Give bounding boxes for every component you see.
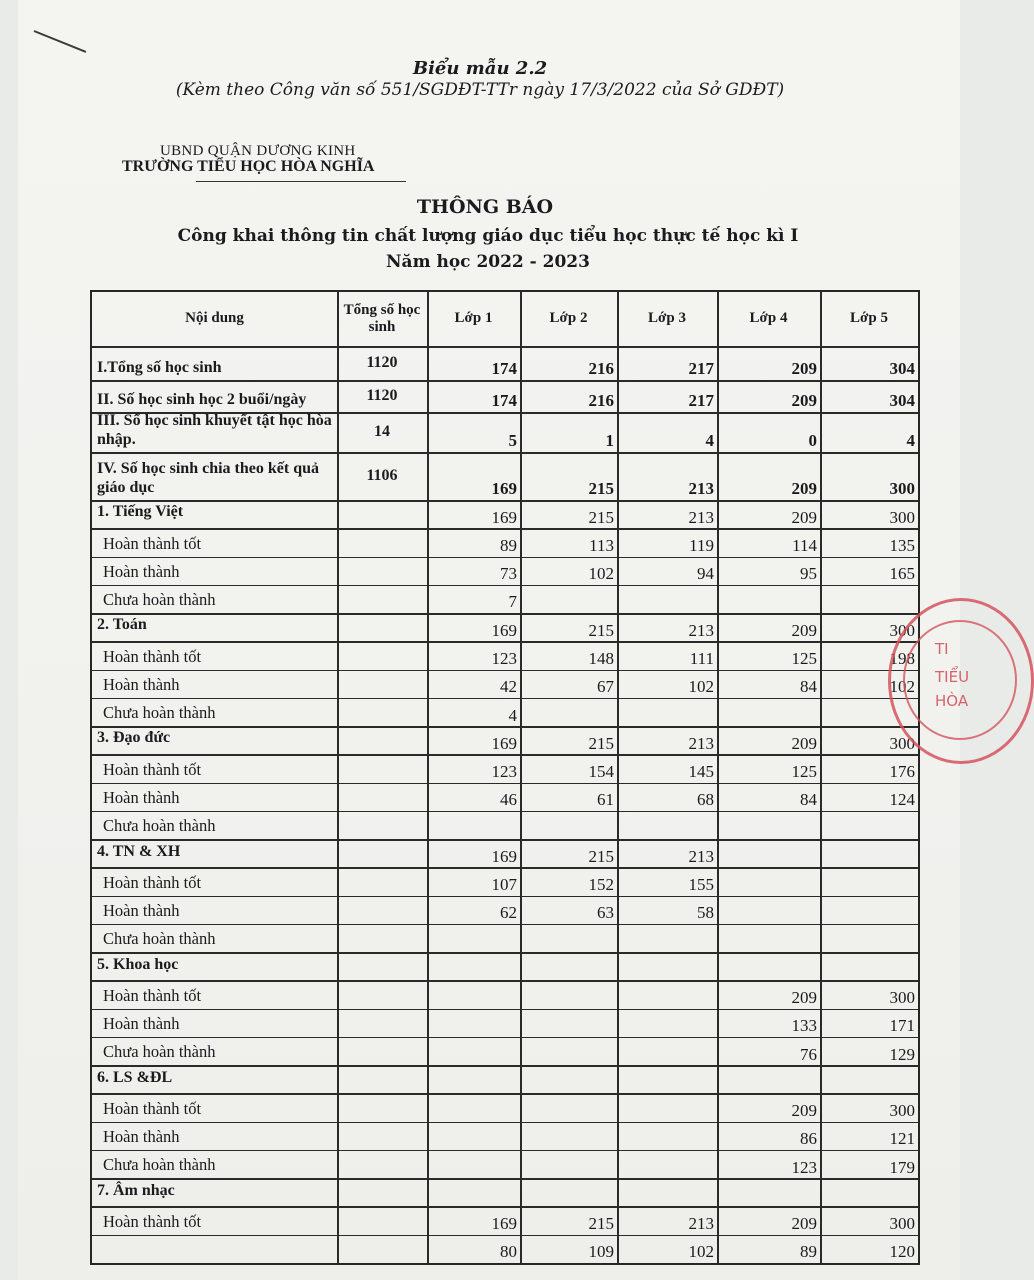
- grade-value-cell: [717, 1065, 820, 1093]
- grade-value-cell: [717, 698, 820, 726]
- grade-value-cell: [427, 1150, 520, 1178]
- row-label: Chưa hoàn thành: [103, 1042, 216, 1062]
- grade-value-cell: [617, 1037, 717, 1065]
- grade-value-cell: [717, 839, 820, 867]
- grade-value-cell: 67: [597, 677, 614, 697]
- total-cell: [337, 557, 427, 585]
- grade-value-cell: 102: [889, 677, 915, 697]
- row-label: [92, 1235, 337, 1263]
- seal-text: HÒA: [935, 692, 969, 710]
- row-label: Hoàn thành tốt: [103, 1098, 202, 1118]
- grade-value-cell: 120: [889, 1242, 915, 1262]
- grade-value-cell: 209: [791, 733, 817, 753]
- grade-value-cell: 300: [889, 733, 915, 753]
- grade-value-cell: [427, 811, 520, 839]
- column-header: Tổng số học sinh: [343, 301, 421, 335]
- total-cell: [337, 1009, 427, 1037]
- total-cell: [337, 783, 427, 811]
- row-label: Hoàn thành: [103, 787, 180, 807]
- row-label: III. Số học sinh khuyết tật học hòa nhập.: [97, 412, 332, 448]
- column-header: Lớp 3: [648, 310, 686, 327]
- total-cell: [337, 980, 427, 1008]
- grade-value-cell: 135: [889, 535, 915, 555]
- grade-value-cell: [520, 698, 617, 726]
- grade-value-cell: 61: [597, 790, 614, 810]
- grade-value-cell: 169: [491, 507, 517, 527]
- grade-value-cell: [617, 1065, 717, 1093]
- grade-value-cell: 217: [688, 391, 714, 411]
- column-header: Lớp 4: [749, 310, 788, 327]
- grade-value-cell: 213: [688, 733, 714, 753]
- grade-value-cell: 215: [588, 507, 614, 527]
- total-cell: [337, 726, 427, 754]
- row-label: Hoàn thành tốt: [103, 646, 202, 666]
- grade-value-cell: 95: [800, 564, 817, 584]
- school-year: Năm học 2022 - 2023: [386, 252, 590, 272]
- grade-value-cell: 209: [791, 359, 817, 379]
- grade-value-cell: [427, 1093, 520, 1121]
- grade-value-cell: [520, 1065, 617, 1093]
- total-cell: [337, 613, 427, 641]
- total-cell: [337, 670, 427, 698]
- row-label: Chưa hoàn thành: [103, 703, 216, 723]
- total-cell: [337, 698, 427, 726]
- grade-value-cell: 169: [491, 620, 517, 640]
- grade-value-cell: 213: [688, 846, 714, 866]
- school-name: TRƯỜNG TIỂU HỌC HÒA NGHĨA: [122, 158, 375, 175]
- grade-value-cell: [617, 952, 717, 980]
- row-label: Hoàn thành: [103, 900, 180, 920]
- grade-value-cell: [717, 896, 820, 924]
- grade-value-cell: 209: [791, 507, 817, 527]
- grade-value-cell: [617, 698, 717, 726]
- grade-value-cell: [617, 1178, 717, 1206]
- total-cell: [337, 867, 427, 895]
- grade-value-cell: [820, 1065, 918, 1093]
- grade-value-cell: 304: [889, 391, 915, 411]
- grade-value-cell: 209: [791, 1101, 817, 1121]
- grade-value-cell: [617, 1093, 717, 1121]
- grade-value-cell: [820, 896, 918, 924]
- grade-value-cell: 209: [791, 620, 817, 640]
- total-cell: [337, 754, 427, 782]
- total-cell: [337, 1122, 427, 1150]
- total-cell: [337, 1093, 427, 1121]
- total-cell: 1120: [366, 386, 398, 404]
- grade-value-cell: [520, 811, 617, 839]
- total-cell: 1120: [366, 353, 398, 371]
- grade-value-cell: 213: [688, 620, 714, 640]
- grade-value-cell: 217: [688, 359, 714, 379]
- total-cell: [337, 952, 427, 980]
- column-header: Nội dung: [185, 310, 244, 327]
- reference-line: (Kèm theo Công văn số 551/SGDĐT-TTr ngày 17/3/2022 của Sở GDĐT): [175, 80, 785, 100]
- grade-value-cell: 102: [688, 677, 714, 697]
- seal-text: TI: [935, 640, 949, 658]
- row-label: Hoàn thành: [103, 561, 180, 581]
- grade-value-cell: 300: [889, 620, 915, 640]
- row-label: 2. Toán: [97, 616, 147, 634]
- grade-value-cell: 152: [588, 875, 614, 895]
- grade-value-cell: 300: [889, 479, 915, 499]
- grade-value-cell: [820, 867, 918, 895]
- grade-value-cell: [820, 1178, 918, 1206]
- grade-value-cell: [520, 980, 617, 1008]
- grade-value-cell: 169: [491, 846, 517, 866]
- grade-value-cell: 215: [588, 733, 614, 753]
- form-number: Biểu mẫu 2.2: [412, 58, 548, 79]
- row-label: Hoàn thành tốt: [103, 872, 202, 892]
- grade-value-cell: 209: [791, 988, 817, 1008]
- grade-value-cell: [427, 924, 520, 952]
- row-label: Chưa hoàn thành: [103, 929, 216, 949]
- grade-value-cell: 304: [889, 359, 915, 379]
- grade-value-cell: [617, 811, 717, 839]
- grade-value-cell: [717, 1178, 820, 1206]
- row-label: IV. Số học sinh chia theo kết quả giáo dục: [97, 460, 319, 496]
- grade-value-cell: [520, 1178, 617, 1206]
- total-cell: [337, 1150, 427, 1178]
- grade-value-cell: [427, 952, 520, 980]
- grade-value-cell: 123: [491, 648, 517, 668]
- grade-value-cell: 198: [889, 648, 915, 668]
- grade-value-cell: 174: [491, 391, 517, 411]
- grade-value-cell: 7: [508, 592, 517, 612]
- grade-value-cell: 123: [791, 1157, 817, 1177]
- grade-value-cell: [820, 811, 918, 839]
- total-cell: 14: [374, 422, 390, 440]
- row-label: Hoàn thành: [103, 1013, 180, 1033]
- grade-value-cell: [820, 924, 918, 952]
- grade-value-cell: [520, 1122, 617, 1150]
- grade-value-cell: 89: [800, 1242, 817, 1262]
- total-cell: [337, 811, 427, 839]
- row-label: 7. Âm nhạc: [97, 1181, 175, 1199]
- column-header: Lớp 2: [549, 310, 588, 327]
- seal-text: TIỂU: [935, 668, 970, 686]
- grade-value-cell: [427, 1178, 520, 1206]
- row-label: 1. Tiếng Việt: [97, 503, 184, 521]
- grade-value-cell: 300: [889, 1101, 915, 1121]
- grade-value-cell: 46: [500, 790, 517, 810]
- grade-value-cell: 154: [588, 762, 614, 782]
- grade-value-cell: [617, 585, 717, 613]
- grade-value-cell: 102: [688, 1242, 714, 1262]
- grade-value-cell: 215: [588, 846, 614, 866]
- row-label: 4. TN & XH: [97, 842, 181, 860]
- grade-value-cell: 76: [800, 1044, 817, 1064]
- grade-value-cell: 109: [588, 1242, 614, 1262]
- grade-value-cell: [820, 952, 918, 980]
- grade-value-cell: [427, 1037, 520, 1065]
- grade-value-cell: [520, 952, 617, 980]
- grade-value-cell: 94: [697, 564, 714, 584]
- grade-value-cell: 113: [589, 535, 614, 555]
- grade-value-cell: 63: [597, 903, 614, 923]
- grade-value-cell: 102: [588, 564, 614, 584]
- grade-value-cell: [617, 1122, 717, 1150]
- row-label: Chưa hoàn thành: [103, 590, 216, 610]
- grade-value-cell: 176: [889, 762, 915, 782]
- grade-value-cell: [717, 924, 820, 952]
- grade-value-cell: 0: [808, 431, 817, 451]
- total-cell: [337, 500, 427, 528]
- grade-value-cell: 111: [689, 648, 714, 668]
- total-cell: [337, 924, 427, 952]
- grade-value-cell: 169: [491, 733, 517, 753]
- grade-value-cell: [717, 585, 820, 613]
- grade-value-cell: 4: [508, 705, 517, 725]
- grade-value-cell: 42: [500, 677, 517, 697]
- grade-value-cell: [427, 1122, 520, 1150]
- school-underline: [196, 181, 406, 182]
- grade-value-cell: [520, 585, 617, 613]
- grade-value-cell: 68: [697, 790, 714, 810]
- quality-table: [90, 290, 920, 1265]
- total-cell: [337, 528, 427, 556]
- row-label: 3. Đạo đức: [97, 729, 171, 747]
- grade-value-cell: 216: [588, 391, 614, 411]
- grade-value-cell: 213: [688, 507, 714, 527]
- column-header: Lớp 5: [850, 310, 888, 327]
- grade-value-cell: 129: [889, 1044, 915, 1064]
- grade-value-cell: 5: [508, 431, 517, 451]
- grade-value-cell: [820, 839, 918, 867]
- total-cell: [337, 1235, 427, 1263]
- grade-value-cell: 114: [792, 535, 817, 555]
- grade-value-cell: 216: [588, 359, 614, 379]
- grade-value-cell: 4: [906, 431, 915, 451]
- total-cell: 1106: [366, 466, 398, 484]
- grade-value-cell: 86: [800, 1129, 817, 1149]
- grade-value-cell: 209: [791, 391, 817, 411]
- grade-value-cell: 80: [500, 1242, 517, 1262]
- grade-value-cell: 73: [500, 564, 517, 584]
- total-cell: [337, 1037, 427, 1065]
- grade-value-cell: 124: [889, 790, 915, 810]
- total-cell: [337, 641, 427, 669]
- grade-value-cell: 121: [889, 1129, 915, 1149]
- grade-value-cell: [717, 952, 820, 980]
- grade-value-cell: 300: [889, 507, 915, 527]
- grade-value-cell: 209: [791, 479, 817, 499]
- grade-value-cell: 107: [491, 875, 517, 895]
- grade-value-cell: 215: [588, 620, 614, 640]
- grade-value-cell: 215: [588, 479, 614, 499]
- grade-value-cell: 300: [889, 1214, 915, 1234]
- grade-value-cell: 209: [791, 1214, 817, 1234]
- row-label: Hoàn thành tốt: [103, 985, 202, 1005]
- grade-value-cell: 213: [688, 1214, 714, 1234]
- grade-value-cell: 171: [889, 1016, 915, 1036]
- row-label: Chưa hoàn thành: [103, 816, 216, 836]
- grade-value-cell: 119: [689, 535, 714, 555]
- row-label: Hoàn thành tốt: [103, 759, 202, 779]
- agency-name: UBND QUẬN DƯƠNG KINH: [160, 143, 356, 159]
- total-cell: [337, 839, 427, 867]
- grade-value-cell: 62: [500, 903, 517, 923]
- total-cell: [337, 1065, 427, 1093]
- column-header: Lớp 1: [454, 310, 493, 327]
- grade-value-cell: [520, 1093, 617, 1121]
- grade-value-cell: 155: [688, 875, 714, 895]
- row-label: Hoàn thành: [103, 1126, 180, 1146]
- grade-value-cell: 123: [491, 762, 517, 782]
- grade-value-cell: 165: [889, 564, 915, 584]
- grade-value-cell: 89: [500, 535, 517, 555]
- grade-value-cell: [617, 924, 717, 952]
- total-cell: [337, 1206, 427, 1234]
- grade-value-cell: [520, 1009, 617, 1037]
- grade-value-cell: [617, 1009, 717, 1037]
- row-label: Hoàn thành tốt: [103, 533, 202, 553]
- grade-value-cell: 300: [889, 988, 915, 1008]
- grade-value-cell: 1: [605, 431, 614, 451]
- grade-value-cell: 84: [800, 790, 817, 810]
- row-label: Hoàn thành tốt: [103, 1211, 202, 1231]
- grade-value-cell: [820, 585, 918, 613]
- notice-subtitle: Công khai thông tin chất lượng giáo dục tiểu học thực tế học kì I: [177, 226, 799, 246]
- grade-value-cell: 169: [491, 1214, 517, 1234]
- grade-value-cell: [617, 980, 717, 1008]
- grade-value-cell: 215: [588, 1214, 614, 1234]
- grade-value-cell: [520, 924, 617, 952]
- grade-value-cell: 4: [705, 431, 714, 451]
- grade-value-cell: 58: [697, 903, 714, 923]
- total-cell: [337, 585, 427, 613]
- grade-value-cell: 174: [491, 359, 517, 379]
- grade-value-cell: 133: [791, 1016, 817, 1036]
- grade-value-cell: [520, 1150, 617, 1178]
- total-cell: [337, 896, 427, 924]
- grade-value-cell: 213: [688, 479, 714, 499]
- grade-value-cell: 145: [688, 762, 714, 782]
- grade-value-cell: 125: [791, 762, 817, 782]
- row-label: Chưa hoàn thành: [103, 1155, 216, 1175]
- row-label: II. Số học sinh học 2 buổi/ngày: [97, 390, 307, 408]
- row-label: I.Tổng số học sinh: [97, 358, 222, 376]
- row-label: Hoàn thành: [103, 674, 180, 694]
- grade-value-cell: [717, 867, 820, 895]
- grade-value-cell: 169: [491, 479, 517, 499]
- grade-value-cell: [617, 1150, 717, 1178]
- grade-value-cell: [427, 980, 520, 1008]
- grade-value-cell: [427, 1009, 520, 1037]
- row-label: 6. LS &ĐL: [97, 1068, 173, 1086]
- grade-value-cell: 179: [889, 1157, 915, 1177]
- grade-value-cell: [717, 811, 820, 839]
- total-cell: [337, 1178, 427, 1206]
- grade-value-cell: 148: [588, 648, 614, 668]
- grade-value-cell: [520, 1037, 617, 1065]
- notice-title: THÔNG BÁO: [416, 196, 554, 218]
- row-label: 5. Khoa học: [97, 955, 179, 973]
- grade-value-cell: 84: [800, 677, 817, 697]
- grade-value-cell: 125: [791, 648, 817, 668]
- grade-value-cell: [427, 1065, 520, 1093]
